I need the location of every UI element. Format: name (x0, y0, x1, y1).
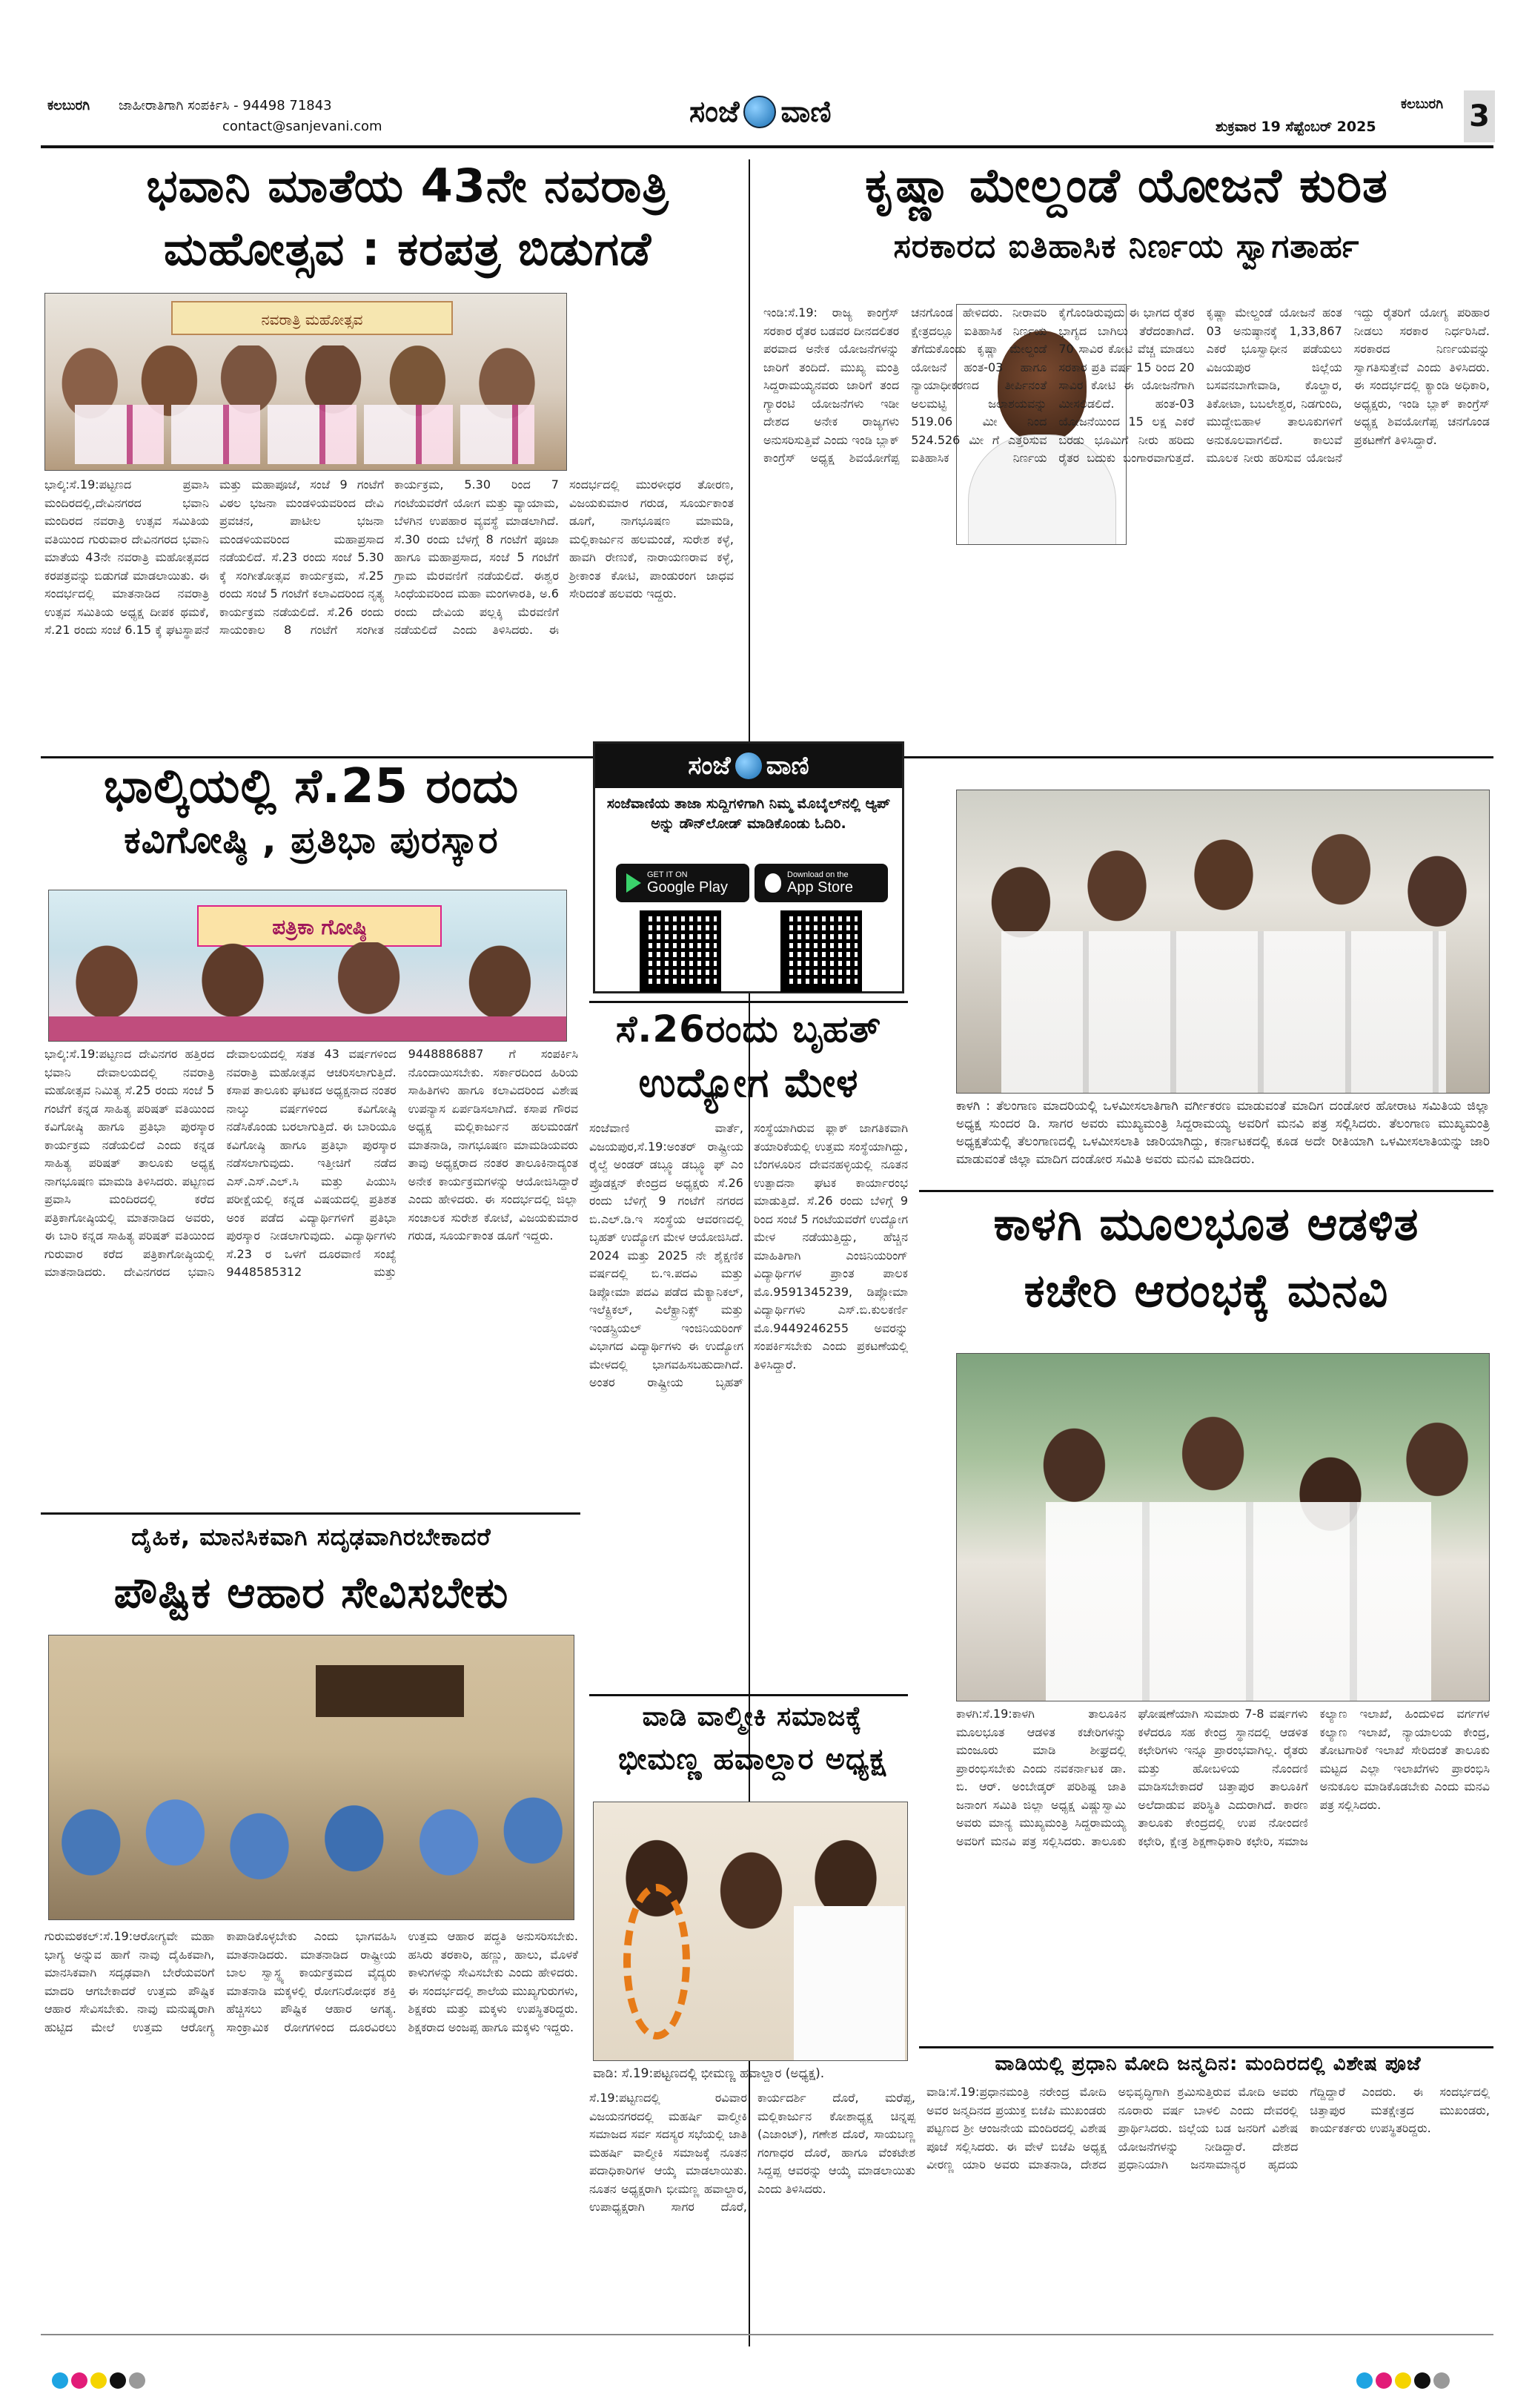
logo-left-text: ಸಂಜೆ (689, 95, 740, 129)
divider (919, 2046, 1493, 2048)
article1-headline-1: ಭವಾನಿ ಮಾತೆಯ 43ನೇ ನವರಾತ್ರಿ (146, 159, 669, 213)
masthead-divider (41, 145, 1493, 148)
play-icon (626, 873, 641, 893)
registration-marks-left (52, 2372, 163, 2390)
page-number: 3 (1464, 90, 1495, 142)
registration-dot (1376, 2372, 1392, 2389)
divider (589, 1001, 908, 1003)
article6-headline-1: ಕಾಳಗಿ ಮೂಲಭೂತ ಆಡಳಿತ (993, 1197, 1419, 1251)
article7-headline-1: ದೈಹಿಕ, ಮಾನಸಿಕವಾಗಿ ಸದೃಢವಾಗಿರಬೇಕಾದರೆ (131, 1523, 491, 1551)
registration-dot (1433, 2372, 1450, 2389)
advert-logo (595, 744, 902, 788)
masthead-logo (689, 95, 832, 129)
article7-body: ಗುರುಮಠಕಲ್:ಸೆ.19:ಆರೋಗ್ಯವೇ ಮಹಾ ಭಾಗ್ಯ ಅನ್ನುವ ಹಾಗೆ ನಾವು ದೈಹಿಕವಾಗಿ, ಮಾನಸಿಕವಾಗಿ ಸದೃಢವಾಗಿ ಬೇರೆಯವರಿಗೆ ಮಾದರಿ ಆಗಬೇಕಾದರೆ ಉತ್ತಮ ಪೌಷ್ಟಿಕ ಆಹಾರ ಸೇವಿಸಬೇಕು. ನಾವು ಮನುಷ್ಯರಾಗಿ ಹುಟ್ಟಿದ ಮೇಲೆ ಉತ್ತಮ ಆರೋಗ್ಯ ಕಾಪಾಡಿಕೊಳ್ಳಬೇಕು ಎಂದು ಭಾಗವಹಿಸಿ ಮಾತನಾಡಿದರು. ಮಾತನಾಡಿದ ರಾಷ್ಟ್ರೀಯ ಬಾಲ ಸ್ವಾಸ್ಥ್ಯ ಕಾರ್ಯಕ್ರಮದ ವೈದ್ಯರು ಮಾತನಾಡಿ ಮಕ್ಕಳಲ್ಲಿ ರೋಗನಿರೋಧಕ ಶಕ್ತಿ ಹೆಚ್ಚಿಸಲು ಪೌಷ್ಟಿಕ ಆಹಾರ ಅಗತ್ಯ. ಸಾಂಕ್ರಾಮಿಕ ರೋಗಗಳಿಂದ ದೂರವಿರಲು ಉತ್ತಮ ಆಹಾರ ಪದ್ಧತಿ ಅನುಸರಿಸಬೇಕು. ಹಸಿರು ತರಕಾರಿ, ಹಣ್ಣು, ಹಾಲು, ಮೊಳಕೆ ಕಾಳುಗಳನ್ನು ಸೇವಿಸಬೇಕು ಎಂದು ಹೇಳಿದರು. ಈ ಸಂದರ್ಭದಲ್ಲಿ ಶಾಲೆಯ ಮುಖ್ಯಗುರುಗಳು, ಶಿಕ್ಷಕರು ಮತ್ತು ಮಕ್ಕಳು ಉಪಸ್ಥಿತರಿದ್ದರು. ಶಿಕ್ಷಕರಾದ ಅಂಜಪ್ಪ ಹಾಗೂ ಮಕ್ಕಳು ಇದ್ದರು. (44, 1929, 578, 2034)
article2-headline-2: ಸರಕಾರದ ಐತಿಹಾಸಿಕ ನಿರ್ಣಯ ಸ್ವಾಗತಾರ್ಹ (893, 228, 1360, 265)
registration-marks-right (1356, 2372, 1468, 2390)
masthead-ad-contact: ಜಾಹೀರಾತಿಗಾಗಿ ಸಂಪರ್ಕಿಸಿ - 94498 71843 (119, 98, 332, 113)
garland (623, 1884, 690, 2040)
google-play-label: Google Play (647, 879, 728, 896)
app-store-button[interactable] (755, 864, 888, 902)
article2-headline-1: ಕೃಷ್ಣಾ ಮೇಲ್ದಂಡೆ ಯೋಜನೆ ಕುರಿತ (865, 159, 1388, 214)
google-play-small: GET IT ON (647, 870, 688, 879)
app-store-label: App Store (787, 879, 853, 896)
advert-text: ಸಂಜೆವಾಣಿಯ ತಾಜಾ ಸುದ್ದಿಗಳಿಗಾಗಿ ನಿಮ್ಮ ಮೊಬೈಲ್‌ನಲ್ಲಿ ಆ್ಯಪ್ ಅನ್ನು ಡೌನ್‌ಲೋಡ್ ಮಾಡಿಕೊಂಡು ಓದಿರಿ. (606, 796, 891, 832)
registration-dot (71, 2372, 87, 2389)
article8-headline-1: ವಾಡಿ ವಾಲ್ಮೀಕಿ ಸಮಾಜಕ್ಕೆ (642, 1701, 863, 1732)
article2-body: ಇಂಡಿ:ಸೆ.19: ರಾಜ್ಯ ಕಾಂಗ್ರೆಸ್ ಸರಕಾರ ರೈತರ ಬಡವರ ದೀನದಲಿತರ ಪರವಾದ ಅನೇಕ ಯೋಜನೆಗಳನ್ನು ಜಾರಿಗೆ ತಂದಿದೆ. ಮುಖ್ಯ ಮಂತ್ರಿ ಸಿದ್ದರಾಮಯ್ಯನವರು ಜಾರಿಗೆ ತಂದ ಗ್ಯಾರಂಟಿ ಯೋಜನೆಗಳು ಇಡೀ ದೇಶದ ಅನೇಕ ರಾಜ್ಯಗಳು ಅನುಸರಿಸುತ್ತಿವೆ ಎಂದು ಇಂಡಿ ಬ್ಲಾಕ್ ಕಾಂಗ್ರೆಸ್ ಅಧ್ಯಕ್ಷ ಶಿವಯೋಗೆಪ್ಪ ಚನಗೊಂಡ ಹೇಳಿದರು. ನೀರಾವರಿ ಕ್ಷೇತ್ರದಲ್ಲೂ ಐತಿಹಾಸಿಕ ನಿರ್ಣಯ ತೆಗೆದುಕೊಂಡು ಕೃಷ್ಣಾ ಮೇಲ್ದಂಡೆ ಯೋಜನೆ ಹಂತ-03 ಹಾಗೂ ನ್ಯಾಯಾಧೀಕರಣದ ತೀರ್ಪಿನಂತೆ ಅಲಮಟ್ಟಿ ಜಲಾಶಯವನ್ನು 519.06 ಮೀ ನಿಂದ 524.526 ಮೀ ಗೆ ಎತ್ತರಿಸುವ ಐತಿಹಾಸಿಕ ನಿರ್ಣಯ ಕೈಗೊಂಡಿರುವುದು ಈ ಭಾಗದ ರೈತರ ಭಾಗ್ಯದ ಬಾಗಿಲು ತೆರೆದಂತಾಗಿದೆ. 70 ಸಾವಿರ ಕೋಟಿ ವೆಚ್ಚ ಮಾಡಲು ಸರಕಾರ ಪ್ರತಿ ವರ್ಷ 15 ರಿಂದ 20 ಸಾವಿರ ಕೋಟಿ ಈ ಯೋಜನೆಗಾಗಿ ಮೀಸಲಿಡಲಿದೆ. ಹಂತ-03 ಯೋಜನೆಯಿಂದ 15 ಲಕ್ಷ ಎಕರೆ ಬರಡು ಭೂಮಿಗೆ ನೀರು ಹರಿದು ರೈತರ ಬದುಕು ಬಂಗಾರವಾಗುತ್ತದೆ. ಕೃಷ್ಣಾ ಮೇಲ್ದಂಡೆ ಯೋಜನೆ ಹಂತ 03 ಅನುಷ್ಠಾನಕ್ಕೆ 1,33,867 ಎಕರೆ ಭೂಸ್ವಾಧೀನ ಪಡೆಯಲು ವಿಜಯಪುರ ಜಿಲ್ಲೆಯ ಬಸವನಬಾಗೇವಾಡಿ, ಕೊಲ್ಹಾರ, ತಿಕೋಟಾ, ಬಬಲೇಶ್ವರ, ನಿಡಗುಂದಿ, ಮುದ್ದೇಬಿಹಾಳ ತಾಲೂಕುಗಳಿಗೆ ಅನುಕೂಲವಾಗಲಿದೆ. ಕಾಲುವೆ ಮೂಲಕ ನೀರು ಹರಿಸುವ ಯೋಜನೆ ಇದ್ದು ರೈತರಿಗೆ ಯೋಗ್ಯ ಪರಿಹಾರ ನೀಡಲು ಸರಕಾರ ನಿರ್ಧರಿಸಿದೆ. ಸರಕಾರದ ನಿರ್ಣಯವನ್ನು ಸ್ವಾಗತಿಸುತ್ತೇವೆ ಎಂದು ತಿಳಿಸಿದರು. ಈ ಸಂದರ್ಭದಲ್ಲಿ ಕ್ಯಾಂಡಿ ಅಧಿಕಾರಿ, ಅಧ್ಯಕ್ಷರು, ಇಂಡಿ ಬ್ಲಾಕ್ ಕಾಂಗ್ರೆಸ್ ಅಧ್ಯಕ್ಷ ಶಿವಯೋಗೆಪ್ಪ ಚನಗೊಂಡ ಪ್ರಕಟಣೆಗೆ ತಿಳಿಸಿದ್ದಾರೆ. (763, 305, 1490, 465)
article8-photo (593, 1802, 908, 2061)
advert-logo-left: ಸಂಜೆ (688, 751, 731, 781)
article6-photo (956, 1353, 1490, 1701)
article9-body: ವಾಡಿ:ಸೆ.19:ಪ್ರಧಾನಮಂತ್ರಿ ನರೇಂದ್ರ ಮೋದಿ ಅವರ ಜನ್ಮದಿನದ ಪ್ರಯುಕ್ತ ಬಿಜೆಪಿ ಮುಖಂಡರು ಪಟ್ಟಣದ ಶ್ರೀ ಆಂಜನೇಯ ಮಂದಿರದಲ್ಲಿ ವಿಶೇಷ ಪೂಜೆ ಸಲ್ಲಿಸಿದರು. ಈ ವೇಳೆ ಬಿಜೆಪಿ ಅಧ್ಯಕ್ಷ ವೀರಣ್ಣ ಯಾರಿ ಅವರು ಮಾತನಾಡಿ, ದೇಶದ ಅಭಿವೃದ್ಧಿಗಾಗಿ ಶ್ರಮಿಸುತ್ತಿರುವ ಮೋದಿ ಅವರು ನೂರಾರು ವರ್ಷ ಬಾಳಲಿ ಎಂದು ದೇವರಲ್ಲಿ ಪ್ರಾರ್ಥಿಸಿದರು. ಜಿಲ್ಲೆಯ ಬಡ ಜನರಿಗೆ ವಿಶೇಷ ಯೋಜನೆಗಳನ್ನು ನೀಡಿದ್ದಾರೆ. ದೇಶದ ಪ್ರಧಾನಿಯಾಗಿ ಜನಸಾಮಾನ್ಯರ ಹೃದಯ ಗೆದ್ದಿದ್ದಾರೆ ಎಂದರು. ಈ ಸಂದರ್ಭದಲ್ಲಿ ಚಿತ್ತಾಪುರ ಮತಕ್ಷೇತ್ರದ ಮುಖಂಡರು, ಕಾರ್ಯಕರ್ತರು ಉಪಸ್ಥಿತರಿದ್ದರು. (926, 2085, 1490, 2172)
article3-body: ಭಾಲ್ಕಿ:ಸೆ.19:ಪಟ್ಟಣದ ದೇವಿನಗರ ಹತ್ತಿರದ ಭವಾನಿ ದೇವಾಲಯದಲ್ಲಿ ನವರಾತ್ರಿ ಮಹೋತ್ಸವ ನಿಮಿತ್ಯ ಸೆ.25 ರಂದು ಸಂಜೆ 5 ಗಂಟೆಗೆ ಕನ್ನಡ ಸಾಹಿತ್ಯ ಪರಿಷತ್ ವತಿಯಿಂದ ಕವಿಗೋಷ್ಠಿ ಹಾಗೂ ಪ್ರತಿಭಾ ಪುರಸ್ಕಾರ ಕಾರ್ಯಕ್ರಮ ನಡೆಯಲಿದೆ ಎಂದು ಕನ್ನಡ ಸಾಹಿತ್ಯ ಪರಿಷತ್ ತಾಲೂಕು ಅಧ್ಯಕ್ಷ ನಾಗಭೂಷಣ ಮಾಮಡಿ ತಿಳಿಸಿದರು. ಪಟ್ಟಣದ ಪ್ರವಾಸಿ ಮಂದಿರದಲ್ಲಿ ಕರೆದ ಪತ್ರಿಕಾಗೋಷ್ಠಿಯಲ್ಲಿ ಮಾತನಾಡಿದ ಅವರು, ಈ ಬಾರಿ ಕನ್ನಡ ಸಾಹಿತ್ಯ ಪರಿಷತ್ ವತಿಯಿಂದ ಗುರುವಾರ ಕರೆದ ಪತ್ರಿಕಾಗೋಷ್ಠಿಯಲ್ಲಿ ಮಾತನಾಡಿದರು. ದೇವಿನಗರದ ಭವಾನಿ ದೇವಾಲಯದಲ್ಲಿ ಸತತ 43 ವರ್ಷಗಳಿಂದ ನವರಾತ್ರಿ ಮಹೋತ್ಸವ ಆಚರಿಸಲಾಗುತ್ತಿದೆ. ಕಸಾಪ ತಾಲೂಕು ಘಟಕದ ಅಧ್ಯಕ್ಷನಾದ ನಂತರ ನಾಲ್ಕು ವರ್ಷಗಳಿಂದ ಕವಿಗೋಷ್ಠಿ ನಡೆಸಿಕೊಂಡು ಬರಲಾಗುತ್ತಿದೆ. ಈ ಬಾರಿಯೂ ಕವಿಗೋಷ್ಠಿ ಹಾಗೂ ಪ್ರತಿಭಾ ಪುರಸ್ಕಾರ ನಡೆಸಲಾಗುವುದು. ಇತ್ತೀಚಿಗೆ ನಡೆದ ಎಸ್.ಎಸ್.ಎಲ್.ಸಿ ಮತ್ತು ಪಿಯುಸಿ ಪರೀಕ್ಷೆಯಲ್ಲಿ ಕನ್ನಡ ವಿಷಯದಲ್ಲಿ ಪ್ರತಿಶತ ಅಂಕ ಪಡೆದ ವಿದ್ಯಾರ್ಥಿಗಳಿಗೆ ಪ್ರತಿಭಾ ಪುರಸ್ಕಾರ ನೀಡಲಾಗುವುದು. ವಿದ್ಯಾರ್ಥಿಗಳು ಸೆ.23 ರ ಒಳಗೆ ದೂರವಾಣಿ ಸಂಖ್ಯೆ 9448585312 ಮತ್ತು 9448886887 ಗೆ ಸಂಪರ್ಕಿಸಿ ನೊಂದಾಯಿಸಬೇಕು. ಸರ್ಕಾರದಿಂದ ಹಿರಿಯ ಸಾಹಿತಿಗಳು ಹಾಗೂ ಕಲಾವಿದರಿಂದ ವಿಶೇಷ ಉಪನ್ಯಾಸ ಏರ್ಪಡಿಸಲಾಗಿದೆ. ಕಸಾಪ ಗೌರವ ಅಧ್ಯಕ್ಷ ಮಲ್ಲಿಕಾರ್ಜುನ ಹಲಮಂಡಗೆ ಮಾತನಾಡಿ, ನಾಗಭೂಷಣ ಮಾಮಡಿಯವರು ತಾವು ಅಧ್ಯಕ್ಷರಾದ ನಂತರ ತಾಲೂಕಿನಾದ್ಯಂತ ಅನೇಕ ಕಾರ್ಯಕ್ರಮಗಳನ್ನು ಆಯೋಜಿಸಿದ್ದಾರೆ ಎಂದು ಹೇಳಿದರು. ಈ ಸಂದರ್ಭದಲ್ಲಿ ಜಿಲ್ಲಾ ಸಂಚಾಲಕ ಸುರೇಶ ಕೋಟೆ, ವಿಜಯಕುಮಾರ ಗರುಡ, ಸೂರ್ಯಕಾಂತ ಡೂಗೆ ಇದ್ದರು. (44, 1047, 578, 1279)
article3-headline-2: ಕವಿಗೋಷ್ಠಿ , ಪ್ರತಿಭಾ ಪುರಸ್ಕಾರ (124, 818, 499, 861)
masthead-city-right: ಕಲಬುರಗಿ (1401, 96, 1444, 112)
qr-code-apple[interactable] (780, 910, 862, 992)
article6-headline-2: ಕಚೇರಿ ಆರಂಭಕ್ಕೆ ಮನವಿ (1024, 1263, 1389, 1317)
globe-icon (743, 96, 776, 128)
globe-icon (735, 752, 762, 779)
registration-dot (1356, 2372, 1373, 2389)
google-play-button[interactable] (616, 864, 749, 902)
divider (919, 1190, 1493, 1192)
registration-dot (1414, 2372, 1430, 2389)
article7-photo (48, 1635, 574, 1920)
article3-photo (48, 890, 567, 1042)
article1-body: ಭಾಲ್ಕಿ:ಸೆ.19:ಪಟ್ಟಣದ ಪ್ರವಾಸಿ ಮಂದಿರದಲ್ಲಿ,ದೇವಿನಗರದ ಭವಾನಿ ಮಂದಿರದ ನವರಾತ್ರಿ ಉತ್ಸವ ಸಮಿತಿಯ ವತಿಯಿಂದ ಗುರುವಾರ ದೇವಿನಗರದ ಭವಾನಿ ಮಾತೆಯ 43ನೇ ನವರಾತ್ರಿ ಮಹೋತ್ಸವದ ಕರಪತ್ರವನ್ನು ಬಿಡುಗಡೆ ಮಾಡಲಾಯಿತು. ಈ ಸಂದರ್ಭದಲ್ಲಿ ಮಾತನಾಡಿದ ನವರಾತ್ರಿ ಉತ್ಸವ ಸಮಿತಿಯ ಅಧ್ಯಕ್ಷ ದೀಪಕ ಥಮಕೆ, ಸೆ.21 ರಂದು ಸಂಜೆ 6.15 ಕ್ಕೆ ಘಟಸ್ಥಾಪನೆ ಮತ್ತು ಮಹಾಪೂಜೆ, ಸಂಜೆ 9 ಗಂಟೆಗೆ ವಿಠಲ ಭಜನಾ ಮಂಡಳಿಯವರಿಂದ ದೇವಿ ಪ್ರವಚನ, ಪಾಟೀಲ ಭಜನಾ ಮಂಡಳಿಯವರಿಂದ ಮಹಾಪ್ರಸಾದ ನಡೆಯಲಿದೆ. ಸೆ.23 ರಂದು ಸಂಜೆ 5.30 ಕ್ಕೆ ಸಂಗೀತೋತ್ಸವ ಕಾರ್ಯಕ್ರಮ, ಸೆ.25 ರಂದು ಸಂಜೆ 5 ಗಂಟೆಗೆ ಕಲಾವಿದರಿಂದ ನೃತ್ಯ ಕಾರ್ಯಕ್ರಮ ನಡೆಯಲಿದೆ. ಸೆ.26 ರಂದು ಸಾಯಂಕಾಲ 8 ಗಂಟೆಗೆ ಸಂಗೀತ ಕಾರ್ಯಕ್ರಮ, 5.30 ರಿಂದ 7 ಗಂಟೆಯವರೆಗೆ ಯೋಗ ಮತ್ತು ವ್ಯಾಯಾಮ, ಬೆಳಗಿನ ಉಪಹಾರ ವ್ಯವಸ್ಥೆ ಮಾಡಲಾಗಿದೆ. ಸೆ.30 ರಂದು ಬೆಳಗ್ಗೆ 8 ಗಂಟೆಗೆ ಪೂಜಾ ಹಾಗೂ ಮಹಾಪ್ರಸಾದ, ಸಂಜೆ 5 ಗಂಟೆಗೆ ಗ್ರಾಮ ಮೆರವಣಿಗೆ ನಡೆಯಲಿದೆ. ಈಶ್ವರ ಸಿಂಧೆಯವರಿಂದ ಮಹಾ ಮಂಗಳಾರತಿ, ಅ.6 ರಂದು ದೇವಿಯ ಪಲ್ಲಕ್ಕಿ ಮೆರವಣಿಗೆ ನಡೆಯಲಿದೆ ಎಂದು ತಿಳಿಸಿದರು. ಈ ಸಂದರ್ಭದಲ್ಲಿ ಮುರಳೀಧರ ತೋರಣ, ವಿಜಯಕುಮಾರ ಗರುಡ, ಸೂರ್ಯಕಾಂತ ಡೂಗೆ, ನಾಗಭೂಷಣ ಮಾಮಡಿ, ಮಲ್ಲಿಕಾರ್ಜುನ ಹಲಮಂಡೆ, ಸುರೇಶ ಕಳ್ಳೆ, ಹಾವಗಿ ರೇಣುಕೆ, ನಾರಾಯಣರಾವ ಕಳ್ಳೆ, ಶ್ರೀಕಾಂತ ಕೋಟಿ, ಪಾಂಡುರಂಗ ಜಾಧವ ಸೇರಿದಂತೆ ಹಲವರು ಇದ್ದರು. (44, 477, 734, 637)
registration-dot (52, 2372, 68, 2389)
qr-code-google[interactable] (640, 910, 721, 992)
article8-headline-2: ಭೀಮಣ್ಣ ಹವಾಲ್ದಾರ ಅಧ್ಯಕ್ಷ (617, 1742, 887, 1776)
article1-photo (44, 293, 567, 471)
masthead (37, 89, 1495, 159)
divider (589, 1694, 908, 1696)
article3-banner: ಪತ್ರಿಕಾ ಗೋಷ್ಠಿ (197, 905, 442, 947)
app-advert[interactable] (593, 741, 904, 993)
article1-banner: ನವರಾತ್ರಿ ಮಹೋತ್ಸವ (171, 301, 453, 335)
article8-caption: ವಾಡಿ: ಸೆ.19:ಪಟ್ಟಣದಲ್ಲಿ ಭೀಮಣ್ಣ ಹವಾಲ್ದಾರ (ಅಧ್ಯಕ್ಷ). (593, 2066, 825, 2081)
article5-caption: ಕಾಳಗಿ : ತೆಲಂಗಾಣ ಮಾದರಿಯಲ್ಲಿ ಒಳಮೀಸಲಾತಿಗಾಗಿ ವರ್ಗೀಕರಣ ಮಾಡುವಂತೆ ಮಾದಿಗ ದಂಡೋರ ಹೋರಾಟ ಸಮಿತಿಯ ಜಿಲ್ಲಾ ಅಧ್ಯಕ್ಷ ಸುಂದರ ಡಿ. ಸಾಗರ ಅವರು ಮುಖ್ಯಮಂತ್ರಿ ಸಿದ್ದರಾಮಯ್ಯ ಅವರಿಗೆ ಮನವಿ ಪತ್ರ ಸಲ್ಲಿಸಿದರು. ತೆಲಂಗಾಣ ಮುಖ್ಯಮಂತ್ರಿ ಅಧ್ಯಕ್ಷತೆಯಲ್ಲಿ ತೆಲಂಗಾಣದಲ್ಲಿ ಒಳಮೀಸಲಾತಿ ಜಾರಿಯಾಗಿದ್ದು, ಕರ್ನಾಟಕದಲ್ಲಿ ಕೂಡ ಅದೇ ರೀತಿಯಾಗಿ ಒಳಮೀಸಲಾತಿಯನ್ನು ಜಾರಿ ಮಾಡುವಂತೆ ಜಿಲ್ಲಾ ಮಾದಿಗ ದಂಡೋರ ಸಮಿತಿ ಅವರು ಮನವಿ ಮಾಡಿದರು. (956, 1099, 1490, 1167)
article8-body: ಸೆ.19:ಪಟ್ಟಣದಲ್ಲಿ ರವಿವಾರ ವಿಜಯನಗರದಲ್ಲಿ ಮಹರ್ಷಿ ವಾಲ್ಮೀಕಿ ಸಮಾಜದ ಸರ್ವ ಸದಸ್ಯರ ಸಭೆಯಲ್ಲಿ ಜಾತಿ ಮಹರ್ಷಿ ವಾಲ್ಮೀಕಿ ಸಮಾಜಕ್ಕೆ ನೂತನ ಪದಾಧಿಕಾರಿಗಳ ಆಯ್ಕೆ ಮಾಡಲಾಯಿತು. ನೂತನ ಅಧ್ಯಕ್ಷರಾಗಿ ಭೀಮಣ್ಣ ಹವಾಲ್ದಾರ, ಉಪಾಧ್ಯಕ್ಷರಾಗಿ ಸಾಗರ ದೊರೆ, ಕಾರ್ಯದರ್ಶಿ ದೊರೆ, ಮರೆಪ್ಪ, ಮಲ್ಲಿಕಾರ್ಜುನ ಕೋಶಾಧ್ಯಕ್ಷ ಚಿನ್ನಪ್ಪ (ಎಜಾಂಟ್), ಗಣೇಶ ದೊರೆ, ಸಾಯಬಣ್ಣ ಗಂಗಾಧರ ದೊರೆ, ಹಾಗೂ ವೆಂಕಟೇಶ ಸಿದ್ದಪ್ಪ ಆವರನ್ನು ಆಯ್ಕೆ ಮಾಡಲಾಯಿತು ಎಂದು ತಿಳಿಸಿದರು. (589, 2091, 915, 2214)
advert-logo-right: ವಾಣಿ (766, 751, 809, 781)
article1-headline-2: ಮಹೋತ್ಸವ : ಕರಪತ್ರ ಬಿಡುಗಡೆ (163, 222, 652, 276)
registration-dot (1395, 2372, 1411, 2389)
article4-body: ಸಂಜೆವಾಣಿ ವಾರ್ತೆ, ವಿಜಯಪುರ,ಸೆ.19:ಅಂತರ್ ರಾಷ್ಟ್ರೀಯ ರೈಲ್ವೆ ಅಂಡರ್ ಡಬ್ಲ್ಯೂ ಡಬ್ಲ್ಯೂ ಫ್ ಎಂ ಪ್ರೊಡಕ್ಷನ್ ಕೇಂದ್ರದ ಅಧ್ಯಕ್ಷರು ಸೆ.26 ರಂದು ಬೆಳಿಗ್ಗೆ 9 ಗಂಟೆಗೆ ನಗರದ ಬಿ.ಎಲ್.ಡಿ.ಇ ಸಂಸ್ಥೆಯ ಆವರಣದಲ್ಲಿ ಬೃಹತ್ ಉದ್ಯೋಗ ಮೇಳ ಆಯೋಜಿಸಿದೆ. 2024 ಮತ್ತು 2025 ನೇ ಶೈಕ್ಷಣಿಕ ವರ್ಷದಲ್ಲಿ ಬಿ.ಇ.ಪದವಿ ಮತ್ತು ಡಿಪ್ಲೋಮಾ ಪದವಿ ಪಡೆದ ಮೆಕ್ಯಾನಿಕಲ್, ಇಲೆಕ್ಟ್ರಿಕಲ್, ಎಲೆಕ್ಟ್ರಾನಿಕ್ಸ್ ಮತ್ತು ಇಂಡಸ್ಟ್ರಿಯಲ್ ಇಂಜಿನಿಯರಿಂಗ್ ವಿಭಾಗದ ವಿದ್ಯಾರ್ಥಿಗಳು ಈ ಉದ್ಯೋಗ ಮೇಳದಲ್ಲಿ ಭಾಗವಹಿಸಬಹುದಾಗಿದೆ. ಅಂತರ ರಾಷ್ಟ್ರೀಯ ಬೃಹತ್ ಸಂಸ್ಥೆಯಾಗಿರುವ ಫ್ಲಾಕ್ ಜಾಗತಿಕವಾಗಿ ತಯಾರಿಕೆಯಲ್ಲಿ ಉತ್ತಮ ಸಂಸ್ಥೆಯಾಗಿದ್ದು, ಬೆಂಗಳೂರಿನ ದೇವನಹಳ್ಳಿಯಲ್ಲಿ ನೂತನ ಉತ್ಪಾದನಾ ಘಟಕ ಕಾರ್ಯಾರಂಭ ಮಾಡುತ್ತಿದೆ. ಸೆ.26 ರಂದು ಬೆಳಿಗ್ಗೆ 9 ರಿಂದ ಸಂಜೆ 5 ಗಂಟೆಯವರೆಗೆ ಉದ್ಯೋಗ ಮೇಳ ನಡೆಯುತ್ತಿದ್ದು, ಹೆಚ್ಚಿನ ಮಾಹಿತಿಗಾಗಿ ಎಂಜಿನಿಯರಿಂಗ್ ವಿದ್ಯಾರ್ಥಿಗಳ ಪ್ರಾಂತ ಪಾಲಕ ಮೊ.9591345239, ಡಿಪ್ಲೋಮಾ ವಿದ್ಯಾರ್ಥಿಗಳು ಎಸ್.ಬಿ.ಕುಲಕರ್ಣಿ ಮೊ.9449246255 ಅವರನ್ನು ಸಂಪರ್ಕಿಸಬೇಕು ಎಂದು ಪ್ರಕಟಣೆಯಲ್ಲಿ ತಿಳಿಸಿದ್ದಾರೆ. (589, 1121, 908, 1389)
masthead-email[interactable]: contact@sanjevani.com (222, 119, 382, 134)
article9-headline: ವಾಡಿಯಲ್ಲಿ ಪ್ರಧಾನಿ ಮೋದಿ ಜನ್ಮದಿನ: ಮಂದಿರದಲ್ಲಿ ವಿಶೇಷ ಪೂಜೆ (995, 2053, 1422, 2075)
app-store-small: Download on the (787, 870, 849, 879)
article7-headline-2: ಪೌಷ್ಟಿಕ ಆಹಾರ ಸೇವಿಸಬೇಕು (113, 1567, 509, 1618)
divider (41, 1512, 580, 1515)
logo-right-text: ವಾಣಿ (780, 95, 832, 129)
masthead-date: ಶುಕ್ರವಾರ 19 ಸೆಪ್ಟೆಂಬರ್ 2025 (1216, 119, 1376, 135)
bottom-rule (41, 2334, 1493, 2335)
registration-dot (110, 2372, 126, 2389)
article6-body: ಕಾಳಗಿ:ಸೆ.19:ಕಾಳಗಿ ತಾಲೂಕಿನ ಮೂಲಭೂತ ಆಡಳಿತ ಕಚೇರಿಗಳನ್ನು ಮಂಜೂರು ಮಾಡಿ ಶೀಘ್ರದಲ್ಲಿ ಪ್ರಾರಂಭಿಸಬೇಕು ಎಂದು ನವಕರ್ನಾಟಕ ಡಾ. ಬಿ. ಆರ್. ಅಂಬೇಡ್ಕರ್ ಪರಿಶಿಷ್ಟ ಜಾತಿ ಜನಾಂಗ ಸಮಿತಿ ಜಿಲ್ಲಾ ಅಧ್ಯಕ್ಷ ವಿಷ್ಣುಸ್ವಾಮಿ ಅವರು ಮಾನ್ಯ ಮುಖ್ಯಮಂತ್ರಿ ಸಿದ್ದರಾಮಯ್ಯ ಅವರಿಗೆ ಮನವಿ ಪತ್ರ ಸಲ್ಲಿಸಿದರು. ತಾಲೂಕು ಘೋಷಣೆಯಾಗಿ ಸುಮಾರು 7-8 ವರ್ಷಗಳು ಕಳೆದರೂ ಸಹ ಕೇಂದ್ರ ಸ್ಥಾನದಲ್ಲಿ ಆಡಳಿತ ಕಛೇರಿಗಳು ಇನ್ನೂ ಪ್ರಾರಂಭವಾಗಿಲ್ಲ. ರೈತರು ಮತ್ತು ಹೋಬಳಿಯ ನೊಂದಣಿ ಮಾಡಿಸಬೇಕಾದರೆ ಚಿತ್ತಾಪುರ ತಾಲೂಕಿಗೆ ಅಲೆದಾಡುವ ಪರಿಸ್ಥಿತಿ ಎದುರಾಗಿದೆ. ಕಾರಣ ತಾಲೂಕು ಕೇಂದ್ರದಲ್ಲಿ ಉಪ ನೋಂದಣಿ ಕಛೇರಿ, ಕ್ಷೇತ್ರ ಶಿಕ್ಷಣಾಧಿಕಾರಿ ಕಛೇರಿ, ಸಮಾಜ ಕಲ್ಯಾಣ ಇಲಾಖೆ, ಹಿಂದುಳಿದ ವರ್ಗಗಳ ಕಲ್ಯಾಣ ಇಲಾಖೆ, ನ್ಯಾಯಾಲಯ ಕೇಂದ್ರ, ತೋಟಗಾರಿಕೆ ಇಲಾಖೆ ಸೇರಿದಂತೆ ತಾಲೂಕು ಮಟ್ಟದ ಎಲ್ಲಾ ಇಲಾಖೆಗಳು ಪ್ರಾರಂಭಿಸಿ ಅನುಕೂಲ ಮಾಡಿಕೊಡಬೇಕು ಎಂದು ಮನವಿ ಪತ್ರ ಸಲ್ಲಿಸಿದರು. (956, 1707, 1490, 1848)
article3-headline-1: ಭಾಲ್ಕಿಯಲ್ಲಿ ಸೆ.25 ರಂದು (103, 759, 520, 814)
registration-dot (129, 2372, 145, 2389)
article5-photo (956, 790, 1490, 1094)
article4-headline-1: ಸೆ.26ರಂದು ಬೃಹತ್ (615, 1008, 882, 1051)
children-group (49, 1724, 574, 1920)
masthead-city-left: ಕಲಬುರಗಿ (47, 98, 90, 113)
apple-icon (765, 873, 781, 893)
registration-dot (90, 2372, 107, 2389)
article4-headline-2: ಉದ್ಯೋಗ ಮೇಳ (638, 1059, 859, 1106)
